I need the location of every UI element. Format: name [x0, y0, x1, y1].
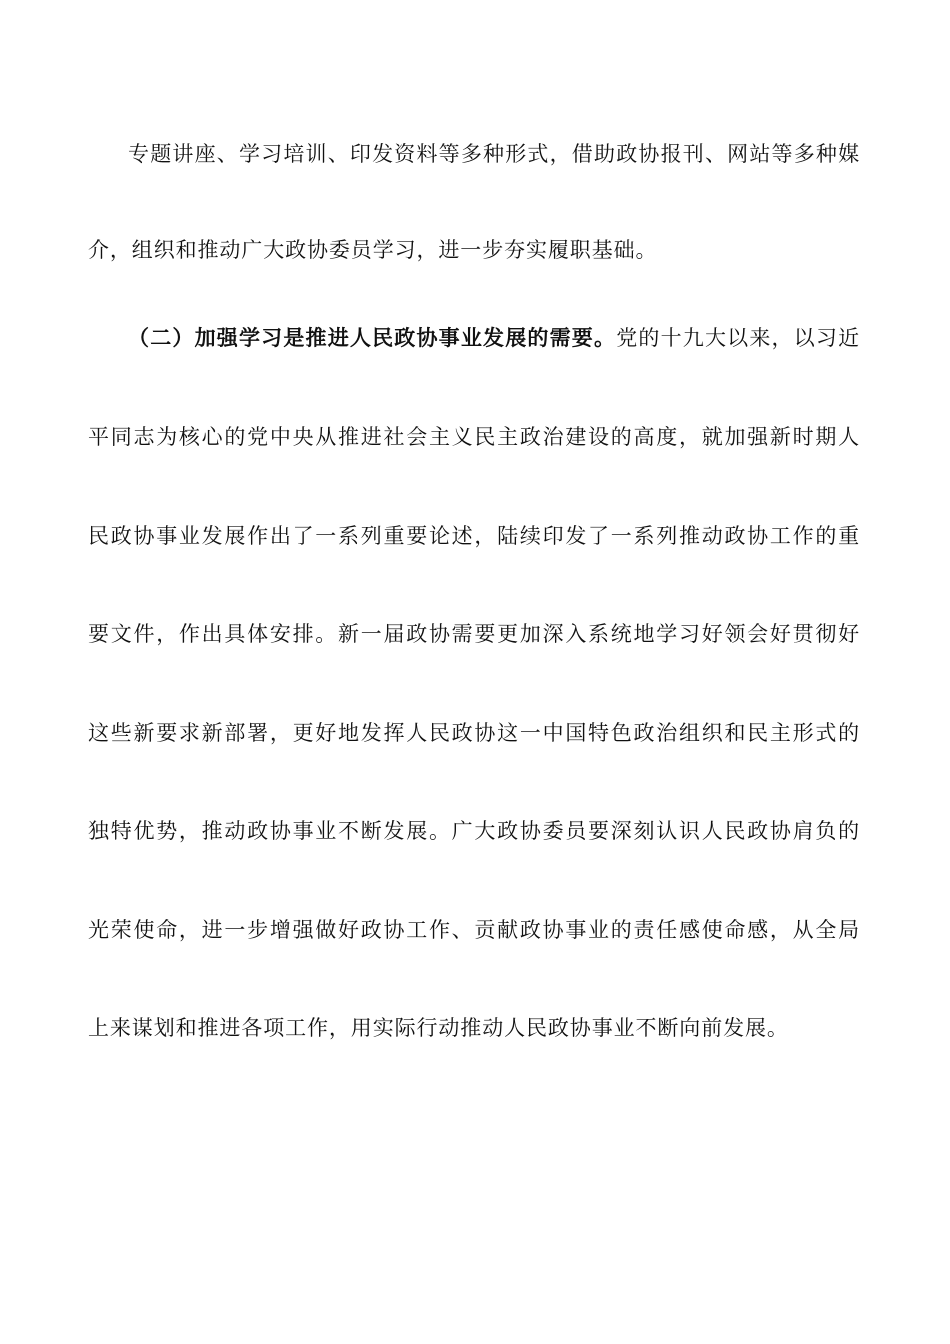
paragraph-line-1: 专题讲座、学习培训、印发资料等多种形式，借助政协报刊、网站等多种媒 — [128, 142, 860, 166]
paragraph-line-7: 这些新要求新部署，更好地发挥人民政协这一中国特色政治组织和民主形式的 — [88, 721, 860, 745]
paragraph-line-2: 介，组织和推动广大政协委员学习，进一步夯实履职基础。 — [88, 238, 658, 262]
section-heading-line — [128, 323, 860, 353]
section-heading: （二）加强学习是推进人民政协事业发展的需要。 — [128, 326, 617, 350]
paragraph-line-9: 光荣使命，进一步增强做好政协工作、贡献政协事业的责任感使命感，从全局 — [88, 918, 860, 942]
paragraph-line-4: 平同志为核心的党中央从推进社会主义民主政治建设的高度，就加强新时期人 — [88, 425, 860, 449]
section-heading-continuation: 党的十九大以来，以习近 — [616, 326, 860, 350]
paragraph-line-10: 上来谋划和推进各项工作，用实际行动推动人民政协事业不断向前发展。 — [88, 1016, 789, 1040]
paragraph-line-6: 要文件，作出具体安排。新一届政协需要更加深入系统地学习好领会好贯彻好 — [88, 622, 860, 646]
paragraph-line-5: 民政协事业发展作出了一系列重要论述，陆续印发了一系列推动政协工作的重 — [88, 524, 860, 548]
paragraph-line-8: 独特优势，推动政协事业不断发展。广大政协委员要深刻认识人民政协肩负的 — [88, 819, 860, 843]
